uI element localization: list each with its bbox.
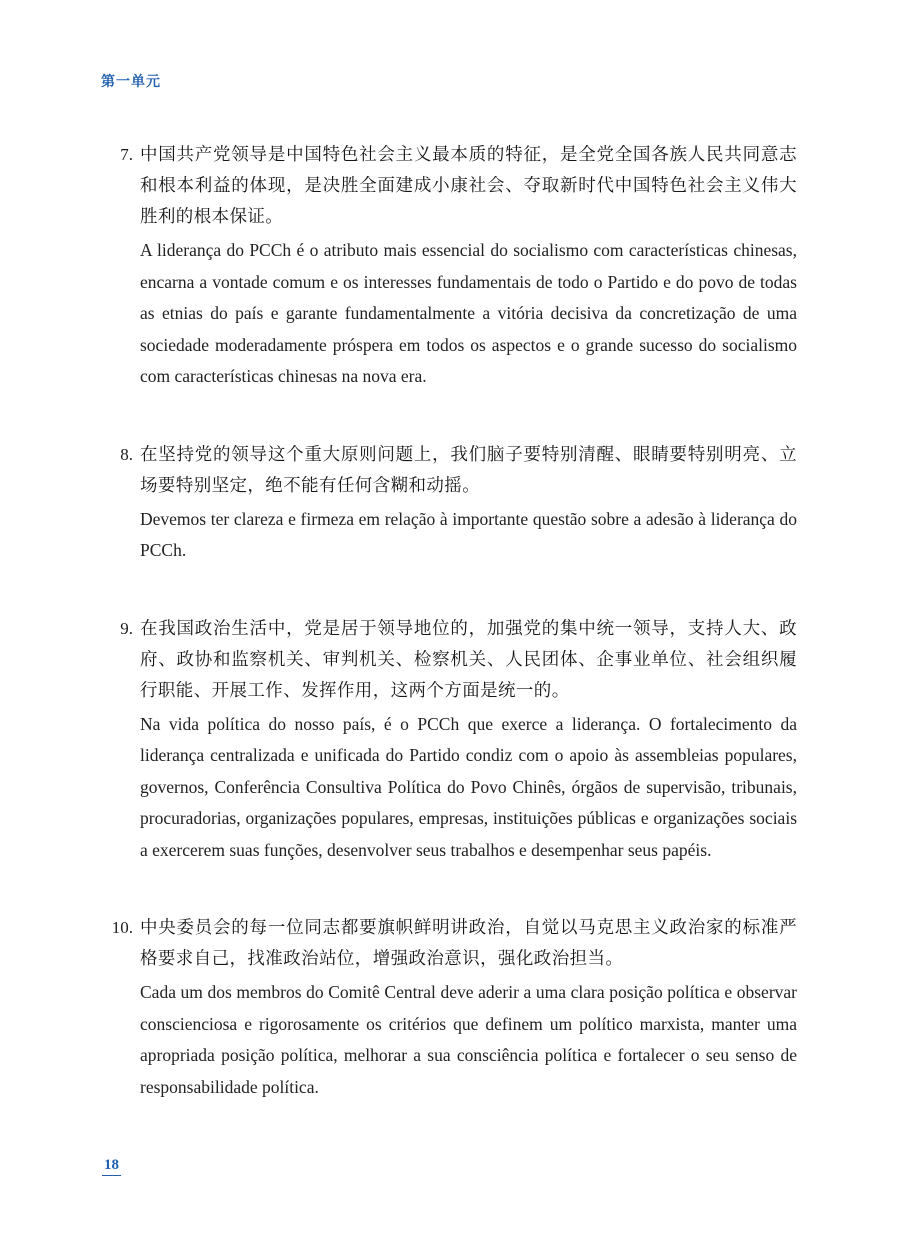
item-body (140, 912, 797, 1103)
portuguese-translation: Cada um dos membros do Comitê Central deve aderir a uma clara posição política e observar conscienciosa e rigorosamente os critérios que definem um político marxista, manter uma apropriada posição política, melhorar a sua consciência política e fortalecer o seu senso de responsabilidade política. (140, 982, 797, 1097)
list-item (103, 139, 797, 393)
item-number: 9. (120, 618, 133, 638)
item-number: 8. (120, 444, 133, 464)
chinese-text: 中央委员会的每一位同志都要旗帜鲜明讲政治，自觉以马克思主义政治家的标准严格要求自己，找准政治站位，增强政治意识，强化政治担当。 (140, 917, 797, 968)
item-number: 10. (111, 918, 133, 937)
portuguese-translation: Devemos ter clareza e firmeza em relação à importante questão sobre a adesão à liderança do PCCh. (140, 508, 797, 560)
item-body (140, 439, 797, 567)
list-item (103, 439, 797, 567)
item-body (140, 139, 797, 393)
entries-list (103, 139, 797, 1103)
unit-header: 第一单元 (101, 73, 161, 89)
page-number: 18 (102, 1157, 121, 1176)
item-number: 7. (120, 145, 133, 164)
item-body (140, 613, 797, 867)
chinese-text: 中国共产党领导是中国特色社会主义最本质的特征，是全党全国各族人民共同意志和根本利益的体现，是决胜全面建成小康社会、夺取新时代中国特色社会主义伟大胜利的根本保证。 (140, 144, 797, 226)
portuguese-translation: A liderança do PCCh é o atributo mais essencial do socialismo com características chinesas, encarna a vontade comum e os interesses fundamentais de todo o Partido e do povo de todas as etnias do país e garante fundamentalmente a vitória decisiva da concretização de uma sociedade moderadamente próspera em todos os aspectos e o grande sucesso do socialismo com características chinesas na nova era. (140, 240, 797, 386)
chinese-text: 在我国政治生活中，党是居于领导地位的，加强党的集中统一领导，支持人大、政府、政协和监察机关、审判机关、检察机关、人民团体、企事业单位、社会组织履行职能、开展工作、发挥作用，这两个方面是统一的。 (140, 617, 797, 700)
portuguese-translation: Na vida política do nosso país, é o PCCh que exerce a liderança. O fortalecimento da liderança centralizada e unificada do Partido condiz com o apoio às assembleias populares, governos, Conferência Consultiva Política do Povo Chinês, órgãos de supervisão, tribunais, procuradorias, organizações populares, empresas, instituições públicas e organizações sociais a exercerem suas funções, desenvolver seus trabalhos e desempenhar seus papéis. (140, 713, 797, 860)
list-item (103, 613, 797, 867)
chinese-text: 在坚持党的领导这个重大原则问题上，我们脑子要特别清醒、眼睛要特别明亮、立场要特别坚定，绝不能有任何含糊和动摇。 (140, 443, 797, 495)
list-item (103, 912, 797, 1103)
